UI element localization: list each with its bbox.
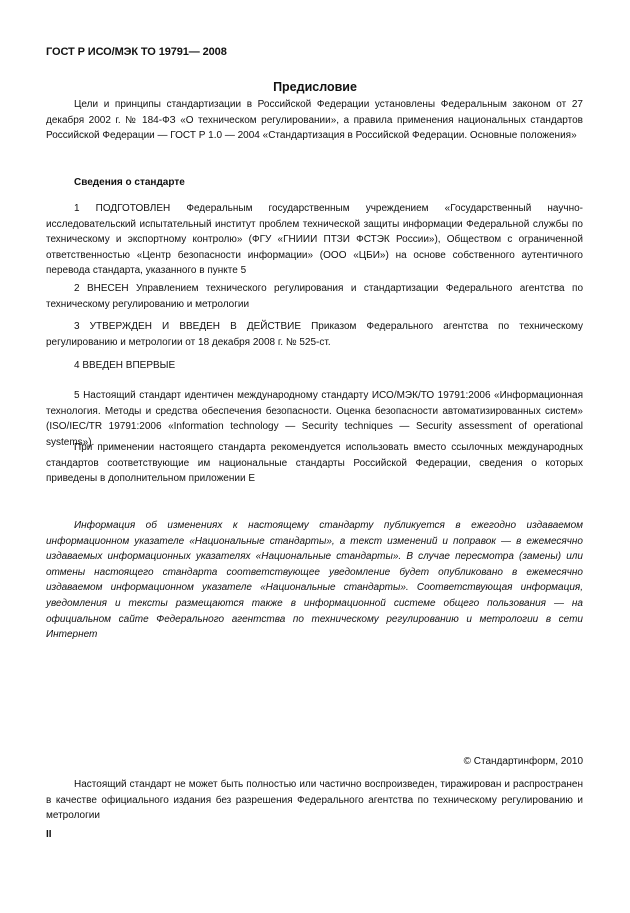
standard-designation: ГОСТ Р ИСО/МЭК ТО 19791— 2008 [46, 46, 227, 58]
item-4-paragraph: 4 ВВЕДЕН ВПЕРВЫЕ [74, 360, 176, 371]
item-1-paragraph: 1 ПОДГОТОВЛЕН Федеральным государственным учреждением «Государственный научно-исследовательский испытательный институт проблем технической защиты информации Федеральной службы по техническому и экспортному контролю» (ФГУ «ГНИИИ ПТЗИ ФСТЭК России»), Обществом с ограниченной ответственностью «Центр безопасности информации» (ООО «ЦБИ») на основе собственного аутентичного перевода стандарта, указанного в пункте 5 [46, 203, 583, 277]
reproduction-notice: Настоящий стандарт не может быть полностью или частично воспроизведен, тиражирован и распространен в качестве официального издания без разрешения Федерального агентства по техническому регулированию и метрологии [46, 779, 583, 822]
page-number: II [46, 829, 52, 840]
change-notice-paragraph: Информация об изменениях к настоящему стандарту публикуется в ежегодно издаваемом информационном указателе «Национальные стандарты», а текст изменений и поправок — в ежемесячно издаваемых информационных указателях «Национальные стандарты». В случае пересмотра (замены) или отмены настоящего стандарта соответствующее уведомление будет опубликовано в ежемесячно издаваемом информационном указателе «Национальные стандарты». Соответствующая информация, уведомления и тексты размещаются также в информационной системе общего пользования — на официальном сайте Федерального агентства по техническому регулированию и метрологии в сети Интернет [46, 520, 583, 641]
intro-paragraph: Цели и принципы стандартизации в Российской Федерации установлены Федеральным законом от 27 декабря 2002 г. № 184-ФЗ «О техническом регулировании», а правила применения национальных стандартов Российской Федерации — ГОСТ Р 1.0 — 2004 «Стандартизация в Российской Федерации. Основные положения» [46, 99, 583, 142]
item-3-paragraph: 3 УТВЕРЖДЕН И ВВЕДЕН В ДЕЙСТВИЕ Приказом Федерального агентства по техническому регулированию и метрологии от 18 декабря 2008 г. № 525-ст. [46, 321, 583, 348]
usage-note-paragraph: При применении настоящего стандарта рекомендуется использовать вместо ссылочных международных стандартов соответствующие им национальные стандарты Российской Федерации, сведения о которых приведены в дополнительном приложении Е [46, 442, 583, 485]
page-title: Предисловие [273, 80, 357, 94]
copyright-line: © Стандартинформ, 2010 [463, 756, 583, 767]
section-heading: Сведения о стандарте [74, 177, 185, 188]
item-2-paragraph: 2 ВНЕСЕН Управлением технического регулирования и стандартизации Федерального агентства по техническому регулированию и метрологии [46, 283, 583, 310]
item-5-paragraph: 5 Настоящий стандарт идентичен международному стандарту ИСО/МЭК/ТО 19791:2006 «Информационная технология. Методы и средства обеспечения безопасности. Оценка безопасности автоматизированных систем» (ISO/IEC/TR 19791:2006 «Information technology — Security techniques — Security assessment of operational systems»). [46, 390, 583, 448]
